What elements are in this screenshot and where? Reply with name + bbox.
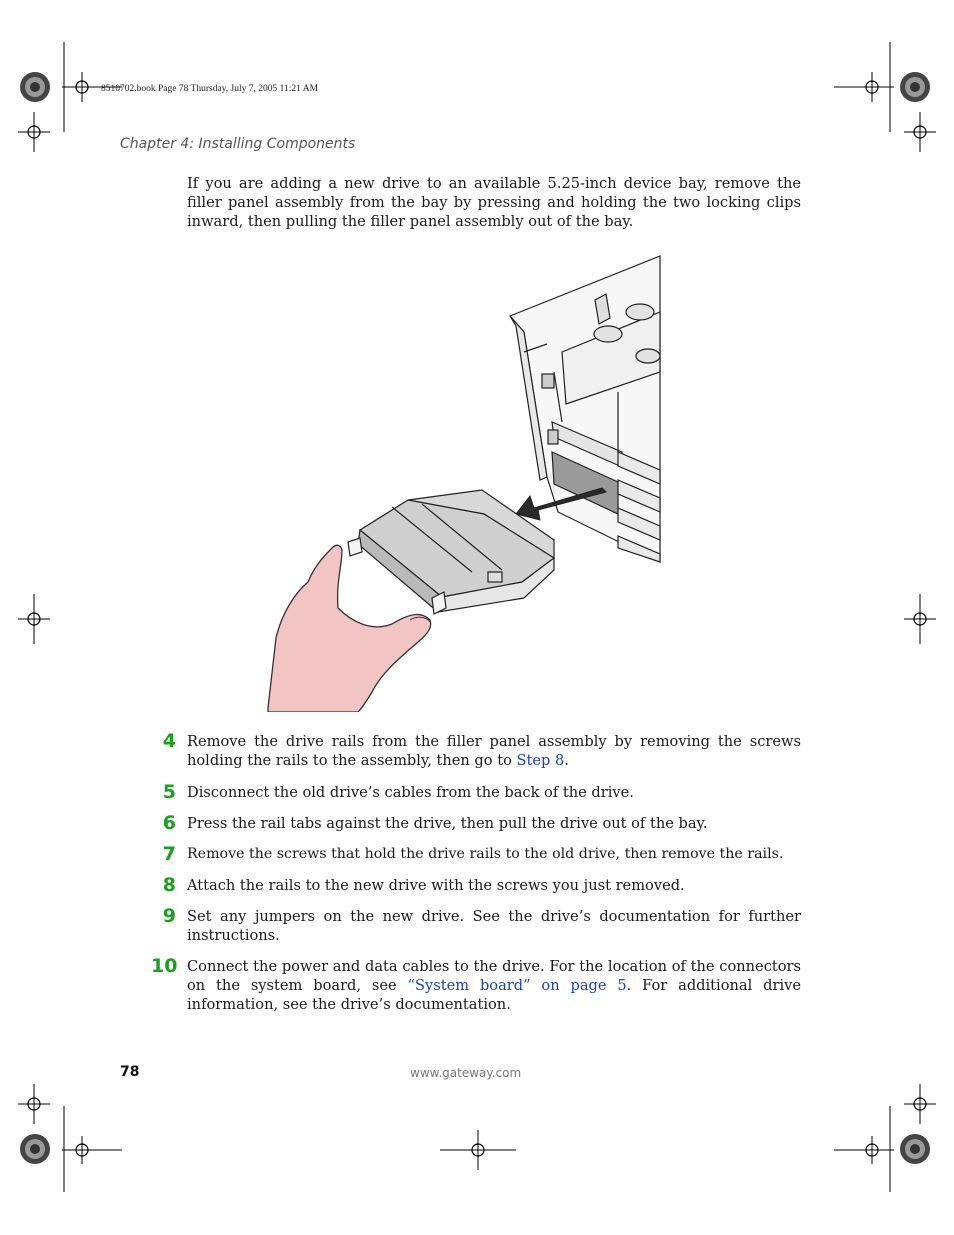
step-number: 10 [151, 955, 178, 977]
step-text: Disconnect the old drive’s cables from the back of the drive. [187, 784, 634, 801]
crosshair-mark-icon [18, 1084, 50, 1124]
crosshair-mark-icon [904, 1084, 936, 1124]
crosshair-mark-icon [834, 1106, 894, 1192]
step-number: 5 [162, 781, 176, 803]
step-10 [151, 957, 801, 1015]
step-7 [151, 845, 801, 864]
crosshair-mark-icon [440, 1130, 516, 1170]
step-4 [151, 732, 801, 770]
intro-paragraph: If you are adding a new drive to an available 5.25-inch device bay, remove the filler panel assembly from the bay by pressing and holding the two locking clips inward, then pulling the filler panel assembly out of the bay. [187, 175, 801, 231]
step-number: 6 [162, 812, 176, 834]
chapter-header: Chapter 4: Installing Components [120, 136, 356, 152]
step-number: 7 [162, 843, 176, 865]
crosshair-mark-icon [834, 42, 894, 132]
crosshair-mark-icon [62, 1106, 122, 1192]
step-text: Remove the screws that hold the drive rails to the old drive, then remove the rails. [187, 846, 784, 862]
step-number: 4 [162, 730, 176, 752]
step-text: Attach the rails to the new drive with the screws you just removed. [187, 877, 685, 894]
crosshair-mark-icon [18, 112, 50, 152]
step-text: Connect the power and data cables to the drive. For the location of the connectors on the system board, see [187, 958, 801, 995]
registration-mark-icon [14, 1128, 56, 1170]
step-text: Remove the drive rails from the filler panel assembly by removing the screws holding the rails to the assembly, then go to [187, 733, 801, 770]
print-stamp: 8510702.book Page 78 Thursday, July 7, 2005 11:21 AM [101, 84, 319, 94]
crosshair-mark-icon [18, 594, 50, 644]
step-9 [151, 907, 801, 945]
registration-mark-icon [14, 66, 56, 108]
step-5 [151, 783, 801, 802]
step-8-link[interactable]: Step 8 [516, 752, 565, 770]
footer-url[interactable]: www.gateway.com [410, 1066, 522, 1080]
step-text: Press the rail tabs against the drive, then pull the drive out of the bay. [187, 815, 708, 832]
registration-mark-icon [894, 66, 936, 108]
step-text: Set any jumpers on the new drive. See the drive’s documentation for further instructions. [187, 908, 801, 945]
registration-mark-icon [894, 1128, 936, 1170]
page-number: 78 [120, 1064, 140, 1080]
step-number: 8 [162, 874, 176, 896]
step-text: . [564, 752, 569, 770]
step-6 [151, 814, 801, 833]
crosshair-mark-icon [904, 112, 936, 152]
step-8 [151, 876, 801, 895]
step-number: 9 [162, 905, 176, 927]
system-board-link[interactable]: “System board” on page 5. [407, 977, 632, 995]
drive-filler-panel-removal-illustration [262, 252, 662, 712]
step-text: For additional drive information, see the drive’s documentation. [187, 977, 801, 1014]
crosshair-mark-icon [904, 594, 936, 644]
